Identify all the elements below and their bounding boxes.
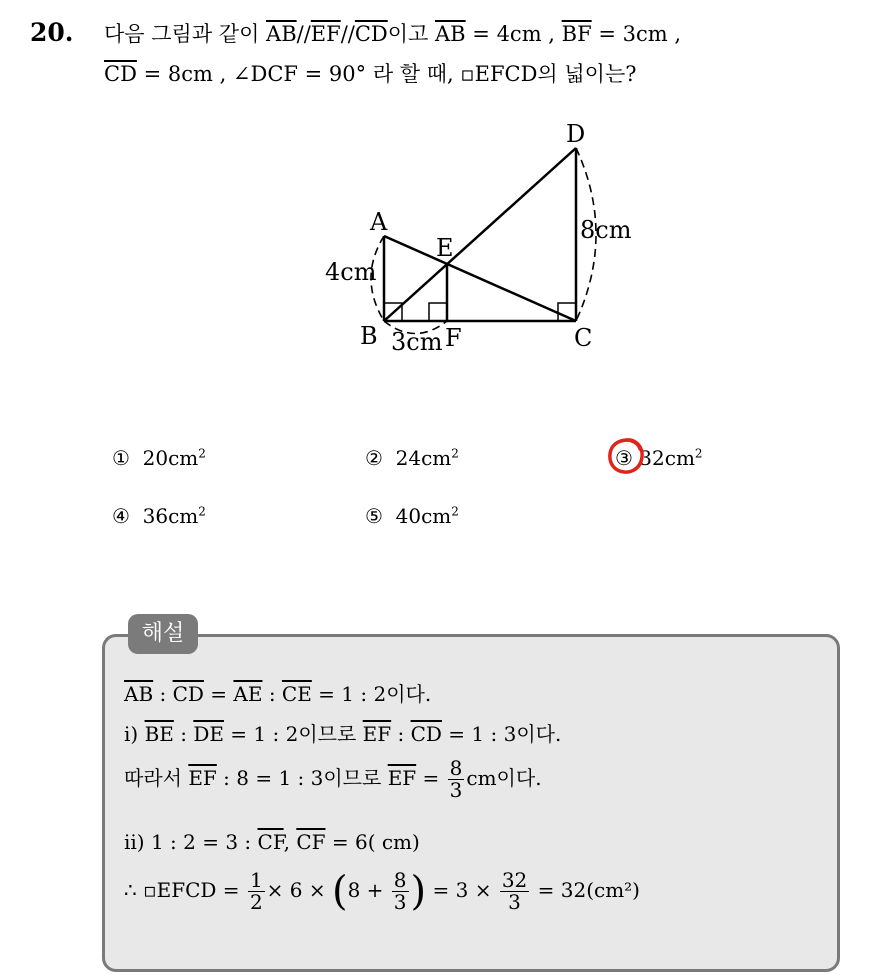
question-line-1: 다음 그림과 같이 $\overline{AB}//\overline{EF}//\overline{CD}$이고 $\overline{AB} = 4cm$ , $\overline{BF} = 3cm$ ,	[104, 22, 681, 46]
label-d: D	[566, 120, 586, 148]
question-number: 20.	[30, 18, 74, 47]
geometry-figure	[310, 118, 660, 358]
dim-ab-label: 4cm	[325, 258, 377, 286]
choice-1[interactable]: ① $20cm^2$	[112, 446, 206, 470]
segment-cd: $\overline{CD}$	[104, 62, 137, 86]
solution-line-5: ∴ ▫EFCD = $\frac{1}{2}$ × 6 × (8 + $\frac{8}{3}$ ) = 3 × $\frac{32}{3}$ = 32(cm²)	[124, 868, 640, 915]
solution-line-3: 따라서 $\overline{EF}$ : 8 = 1 : 3이므로 $\overline{EF}$ = $\frac{8}{3}$ cm이다.	[124, 756, 542, 802]
label-b: B	[360, 322, 378, 350]
line-bd	[384, 148, 576, 321]
right-angle-f	[429, 303, 447, 321]
solution-line-2: ⅰ) $\overline{BE}$ : $\overline{DE} = 1$ : 2이므로 $\overline{EF}$ : $\overline{CD} = 1$ : 3이다.	[124, 722, 562, 746]
fraction-8-3: $\frac{8}{3}$	[449, 756, 463, 802]
choice-5[interactable]: ⑤ $40cm^2$	[365, 504, 459, 528]
question-line-2: $\overline{CD} = 8cm$ , ∠DCF = 90° 라 할 때, ▫EFCD의 넓이는?	[104, 62, 637, 86]
line-ac	[384, 236, 576, 321]
solution-line-1: $\overline{AB}$ : $\overline{CD} = \overline{AE}$ : $\overline{CE} = 1$ : 2이다.	[124, 682, 432, 706]
segment-bf: $\overline{BF}$	[561, 22, 592, 46]
solution-tag: 해설	[128, 614, 198, 654]
segment-cd: $\overline{CD}$	[354, 22, 388, 46]
label-f: F	[445, 324, 462, 352]
fraction-8-3b: $\frac{8}{3}$	[393, 868, 407, 914]
label-a: A	[370, 208, 388, 236]
label-c: C	[574, 324, 593, 352]
fraction-1-2: $\frac{1}{2}$	[249, 868, 263, 914]
segment-ab: $\overline{AB}$	[266, 22, 297, 46]
fraction-32-3: $\frac{32}{3}$	[501, 868, 528, 914]
label-e: E	[436, 234, 454, 262]
segment-ef: $\overline{EF}$	[310, 22, 341, 46]
segment-ab: $\overline{AB}$	[435, 22, 466, 46]
dim-bf-label: 3cm	[391, 328, 443, 356]
solution-line-4: ⅱ) 1 : 2 = 3 : $\overline{CF}$, $\overline{CF} = 6$( cm)	[124, 830, 420, 854]
choice-3[interactable]: ③ $32cm^2$	[615, 446, 703, 470]
dim-cd-label: 8cm	[580, 216, 632, 244]
choice-4[interactable]: ④ $36cm^2$	[112, 504, 206, 528]
answer-circle-mark	[606, 436, 646, 476]
choice-2[interactable]: ② $24cm^2$	[365, 446, 459, 470]
